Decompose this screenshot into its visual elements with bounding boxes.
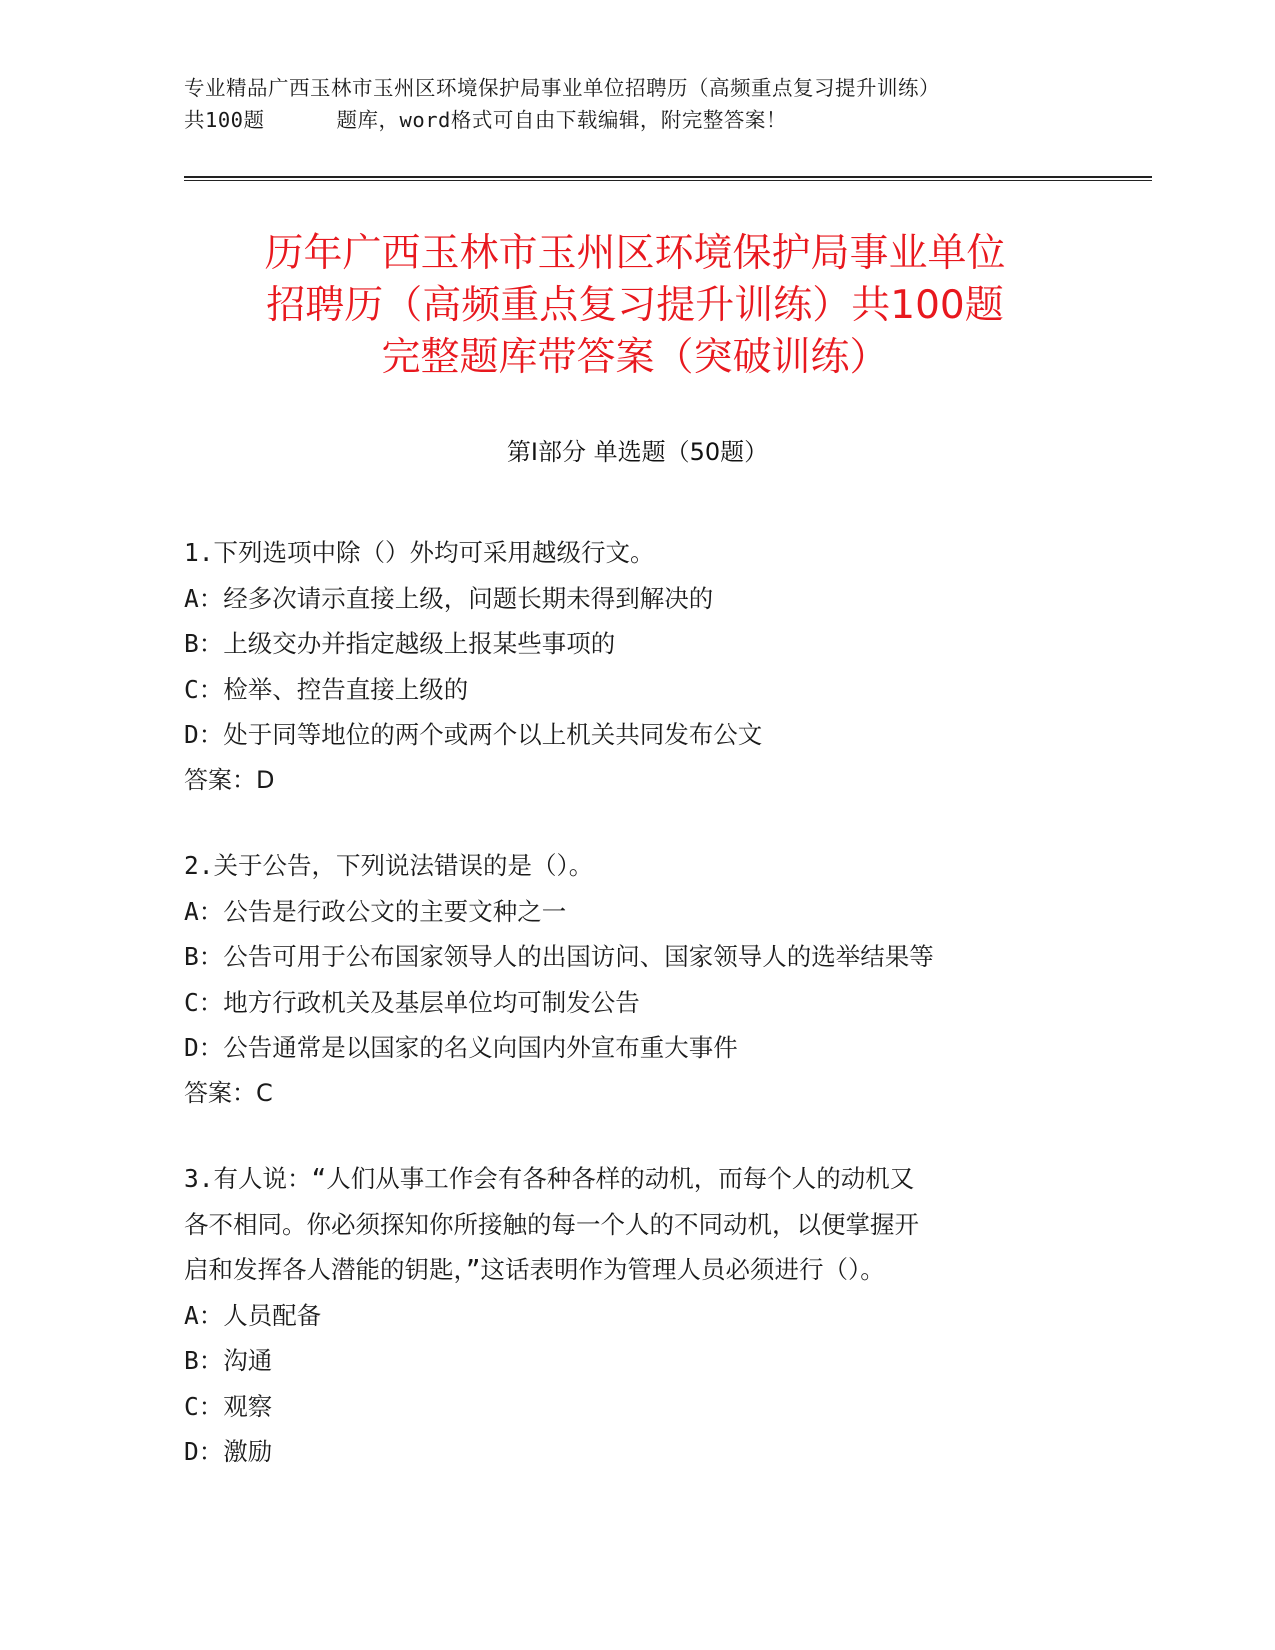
option-b: B：沟通 <box>184 1346 273 1375</box>
option-a: A：人员配备 <box>184 1300 322 1330</box>
header-divider-thick <box>184 176 1152 178</box>
header-line-2 <box>184 104 1084 136</box>
header-divider-thin <box>184 180 1152 181</box>
section-title: 第Ⅰ部分 单选题（50题） <box>506 438 769 466</box>
option-b: B：上级交办并指定越级上报某些事项的 <box>184 629 616 658</box>
header-line-1: 专业精品广西玉林市玉州区环境保护局事业单位招聘历（高频重点复习提升训练） <box>184 76 940 100</box>
option-a: A：经多次请示直接上级，问题长期未得到解决的 <box>184 583 714 613</box>
header-line-2-part-1: 共100题 <box>184 108 265 132</box>
option-c: C：观察 <box>184 1391 273 1421</box>
header-line-2-part-2: 题库，word格式可自由下载编辑，附完整答案！ <box>336 108 787 132</box>
option-d: D：公告通常是以国家的名义向国内外宣布重大事件 <box>184 1033 738 1062</box>
answer: 答案：D <box>184 765 275 794</box>
question-stem-line-1: 3.有人说：“人们从事工作会有各种各样的动机，而每个人的动机又 <box>184 1164 915 1193</box>
question-stem-line-2: 各不相同。你必须探知你所接触的每一个人的不同动机，以便掌握开 <box>184 1209 919 1239</box>
option-c: C：检举、控告直接上级的 <box>184 674 469 704</box>
answer: 答案：C <box>184 1078 273 1107</box>
question-3 <box>184 1156 1064 1475</box>
question-list <box>184 530 1064 1515</box>
question-stem-line-3: 启和发挥各人潜能的钥匙，”这话表明作为管理人员必须进行（）。 <box>184 1255 885 1284</box>
question-stem: 1.下列选项中除（）外均可采用越级行文。 <box>184 538 655 567</box>
title-line-3: 完整题库带答案（突破训练） <box>381 335 889 380</box>
option-d: D：激励 <box>184 1437 273 1466</box>
option-d: D：处于同等地位的两个或两个以上机关共同发布公文 <box>184 720 763 749</box>
question-1 <box>184 530 1064 803</box>
title-line-2: 招聘历（高频重点复习提升训练）共100题 <box>266 283 1004 328</box>
option-c: C：地方行政机关及基层单位均可制发公告 <box>184 987 640 1017</box>
option-a: A：公告是行政公文的主要文种之一 <box>184 896 567 926</box>
page-header <box>184 72 1084 136</box>
question-stem: 2.关于公告，下列说法错误的是（）。 <box>184 851 594 880</box>
option-b: B：公告可用于公布国家领导人的出国访问、国家领导人的选举结果等 <box>184 942 934 971</box>
title-line-1: 历年广西玉林市玉州区环境保护局事业单位 <box>264 231 1006 276</box>
question-2 <box>184 843 1064 1116</box>
document-title <box>140 228 1130 384</box>
